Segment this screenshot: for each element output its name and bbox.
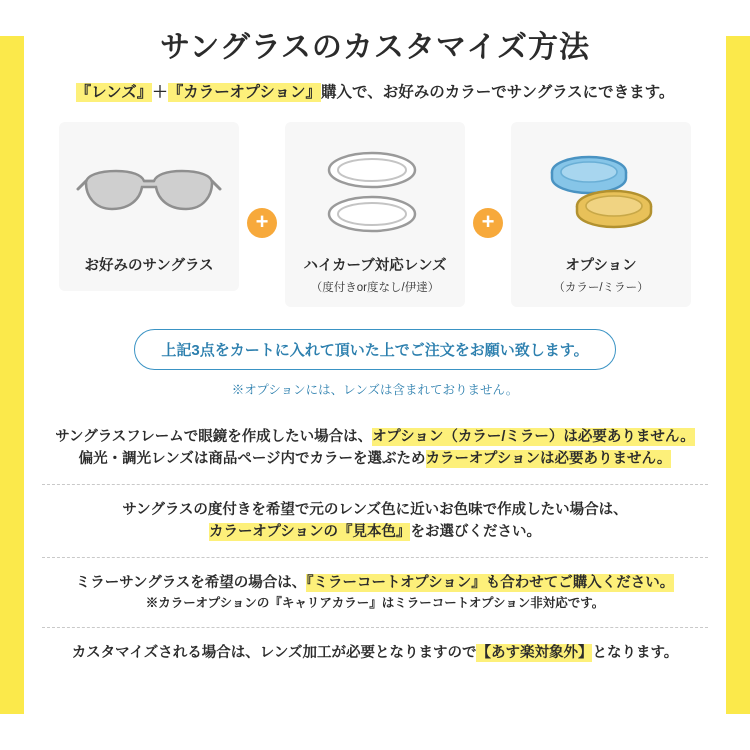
info-line bbox=[42, 426, 708, 448]
info-line bbox=[42, 499, 708, 521]
order-notice-pill: 上記3点をカートに入れて頂いた上でご注文をお願い致します。 bbox=[134, 329, 615, 370]
color-option-icon bbox=[517, 136, 685, 248]
card-sunglasses[interactable] bbox=[59, 122, 239, 291]
card-color-option[interactable] bbox=[511, 122, 691, 307]
info-block bbox=[42, 627, 708, 677]
info-text-run: カラーオプションは必要ありません。 bbox=[425, 451, 672, 468]
info-line bbox=[42, 572, 708, 594]
subtitle-part: ＋ bbox=[152, 84, 168, 101]
info-text-run: をお選びください。 bbox=[410, 524, 541, 541]
info-block bbox=[42, 484, 708, 557]
info-text-run: サングラスフレームで眼鏡を作成したい場合は、 bbox=[55, 429, 373, 445]
subtitle-part: 『レンズ』 bbox=[75, 84, 153, 101]
info-block bbox=[42, 557, 708, 627]
lenses-icon bbox=[291, 136, 459, 248]
card-caption: お好みのサングラス bbox=[84, 258, 214, 274]
product-cards bbox=[28, 122, 722, 307]
info-text-run: ※カラーオプションの『キャリアカラー』はミラーコートオプション非対応です。 bbox=[145, 596, 605, 611]
info-line bbox=[42, 448, 708, 470]
info-text-run: となります。 bbox=[592, 644, 679, 661]
info-line bbox=[42, 594, 708, 613]
info-text-run: カスタマイズされる場合は、レンズ加工が必要となりますので bbox=[71, 644, 477, 661]
card-lenses[interactable] bbox=[285, 122, 465, 307]
info-text-run: オプション（カラー/ミラー）は必要ありません。 bbox=[372, 429, 695, 445]
info-blocks bbox=[28, 412, 722, 677]
order-notice-sub: ※オプションには、レンズは含まれておりません。 bbox=[231, 383, 519, 397]
info-text-run: 【あす楽対象外】 bbox=[476, 644, 593, 661]
info-line bbox=[42, 521, 708, 543]
info-block bbox=[42, 412, 708, 484]
card-caption: ハイカーブ対応レンズ bbox=[303, 258, 447, 274]
card-caption-sub: （カラー/ミラー） bbox=[553, 282, 649, 294]
decorative-bar-bottom-gap bbox=[0, 714, 750, 750]
info-text-run: カラーオプションの『見本色』 bbox=[209, 524, 411, 541]
order-notice bbox=[28, 329, 722, 398]
info-text-run: 『ミラーコートオプション』も合わせてご購入ください。 bbox=[306, 574, 675, 591]
info-text-run: ミラーサングラスを希望の場合は、 bbox=[75, 574, 307, 591]
plus-icon-1: + bbox=[247, 208, 277, 238]
subtitle-part: 購入で、お好みのカラーでサングラスにできます。 bbox=[321, 84, 675, 101]
info-text-run: サングラスの度付きを希望で元のレンズ色に近いお色味で作成したい場合は、 bbox=[122, 501, 628, 518]
info-text-run: 偏光・調光レンズは商品ページ内でカラーを選ぶため bbox=[78, 451, 426, 468]
subtitle-parts bbox=[76, 83, 675, 102]
plus-icon-2: + bbox=[473, 208, 503, 238]
page-title: サングラスのカスタマイズ方法 bbox=[159, 31, 591, 64]
card-caption-sub: （度付きor度なし/伊達） bbox=[310, 282, 440, 294]
card-caption: オプション bbox=[565, 258, 637, 274]
subtitle-part: 『カラーオプション』 bbox=[167, 84, 322, 101]
info-line bbox=[42, 642, 708, 664]
page-subtitle bbox=[28, 80, 722, 102]
sunglasses-icon bbox=[65, 136, 233, 248]
